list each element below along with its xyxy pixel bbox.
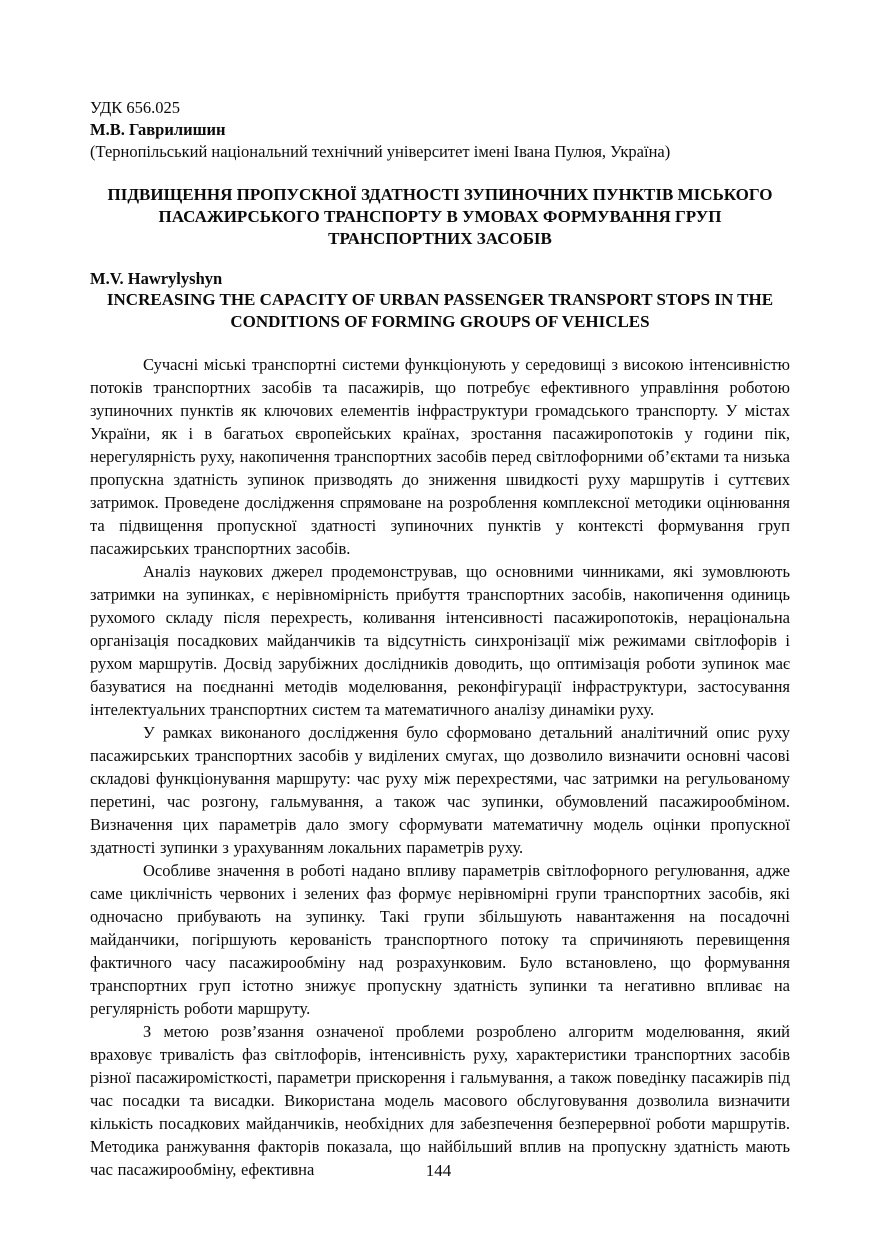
udc-number: УДК 656.025 [90,98,181,117]
paper-title-english: INCREASING THE CAPACITY OF URBAN PASSENGER TRANSPORT STOPS IN THE CONDITIONS OF FORMING GROUPS OF VEHICLES [106,290,774,331]
author-name-ukrainian: М.В. Гаврилишин [90,120,226,139]
paragraph-4: Особливе значення в роботі надано впливу параметрів світлофорного регулювання, адже саме циклічність червоних і зелених фаз формує нерівномірні групи транспортних засобів, які одночасно прибувають на зупинку. Такі групи збільшують навантаження на посадочні майданчики, погіршують керованість транспортного потоку та спричиняють перевищення фактичного часу пасажирообміну над розрахунковим. Було встановлено, що формування транспортних груп істотно знижує пропускну здатність зупинки та негативно впливає на регулярність роботи маршруту. [90,861,790,1018]
paragraph-3: У рамках виконаного дослідження було сформовано детальний аналітичний опис руху пасажирських транспортних засобів у виділених смугах, що дозволило визначити основні часові складові функціонування маршруту: час руху між перехрестями, час затримки на регульованому перетині, час розгону, гальмування, а також час зупинки, обумовлений пасажирообміном. Визначення цих параметрів дало змогу сформувати математичну модель оцінки пропускної здатності зупинки з урахуванням локальних параметрів руху. [90,723,790,857]
paper-title-ukrainian: ПІДВИЩЕННЯ ПРОПУСКНОЇ ЗДАТНОСТІ ЗУПИНОЧНИХ ПУНКТІВ МІСЬКОГО ПАСАЖИРСЬКОГО ТРАНСПОРТУ В УМОВАХ ФОРМУВАННЯ ГРУП ТРАНСПОРТНИХ ЗАСОБІВ [107,185,773,248]
author-affiliation: (Тернопільський національний технічний університет імені Івана Пулюя, Україна) [90,142,671,161]
paragraph-5: З метою розв’язання означеної проблеми розроблено алгоритм моделювання, який враховує тривалість фаз світлофорів, інтенсивність руху, характеристики транспортних засобів різної пасажиромісткості, параметри прискорення і гальмування, а також поведінку пасажирів під час посадки та висадки. Використана модель масового обслуговування дозволила визначити кількість посадкових майданчиків, необхідних для забезпечення безперервної роботи маршрутів. Методика ранжування факторів показала, що найбільший вплив на пропускну здатність мають час пасажирообміну, ефективна [90,1022,790,1179]
page-content [90,97,790,1181]
paragraph-1: Сучасні міські транспортні системи функціонують у середовищі з високою інтенсивністю потоків транспортних засобів та пасажирів, що потребує ефективного управління роботою зупиночних пунктів як ключових елементів інфраструктури громадського транспорту. У містах України, як і в багатьох європейських країнах, зростання пасажиропотоків у години пік, нерегулярність руху, накопичення транспортних засобів перед світлофорними об’єктами та низька пропускна здатність зупинок призводять до зниження швидкості руху маршрутів і суттєвих затримок. Проведене дослідження спрямоване на розроблення комплексної методики оцінювання та підвищення пропускної здатності зупиночних пунктів у контексті формування груп пасажирських транспортних засобів. [90,355,790,558]
paragraph-2: Аналіз наукових джерел продемонстрував, що основними чинниками, які зумовлюють затримки на зупинках, є нерівномірність прибуття транспортних засобів, накопичення одиниць рухомого складу після перехресть, коливання інтенсивності пасажиропотоків, нераціональна організація посадкових майданчиків та відсутність синхронізації між режимами світлофорів і рухом маршрутів. Досвід зарубіжних дослідників доводить, що оптимізація роботи зупинок має базуватися на поєднанні методів моделювання, реконфігурації інфраструктури, застосування інтелектуальних транспортних систем та математичного аналізу динаміки руху. [90,562,790,719]
author-name-english: M.V. Hawrylyshyn [90,269,223,288]
abstract-body [90,353,790,1181]
page-number: 144 [425,1161,452,1180]
